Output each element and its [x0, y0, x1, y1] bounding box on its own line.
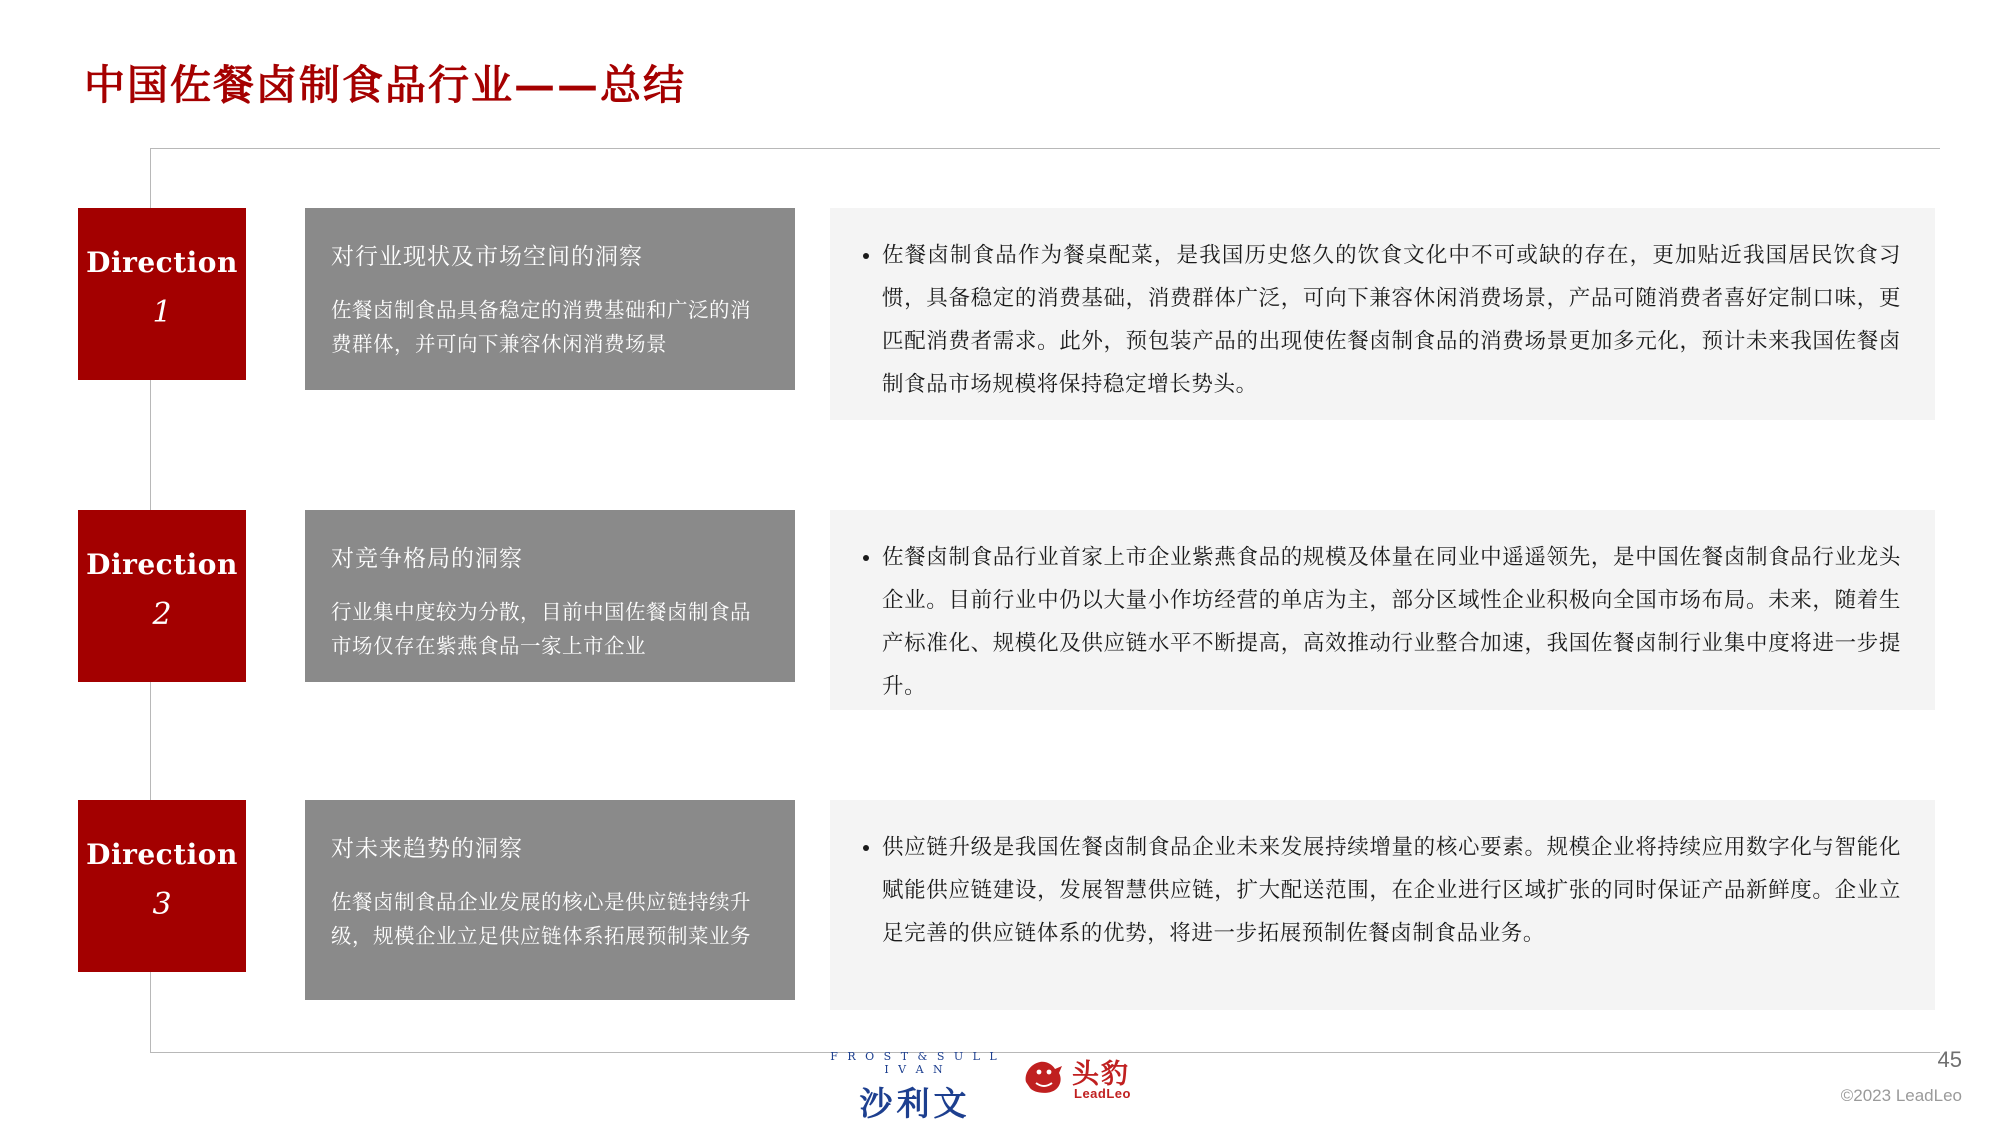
- direction-number: 2: [152, 597, 172, 632]
- insight-card-2: [305, 510, 795, 682]
- leadleo-cn-name: 头豹: [1072, 1059, 1130, 1090]
- detail-card-3: [830, 800, 1935, 1010]
- page-number: 45: [1937, 1047, 1962, 1072]
- insight-card-body: 佐餐卤制食品企业发展的核心是供应链持续升级，规模企业立足供应链体系拓展预制菜业务: [331, 890, 751, 948]
- frost-sullivan-logo: [830, 1050, 1000, 1125]
- leadleo-logo: [1022, 1052, 1162, 1110]
- frost-sullivan-cn-name: 沙利文: [859, 1084, 971, 1123]
- leadleo-en-name: LeadLeo: [1074, 1086, 1131, 1101]
- insight-card-3: [305, 800, 795, 1000]
- insight-card-title: 对行业现状及市场空间的洞察: [331, 244, 643, 270]
- direction-badge-2: [78, 510, 246, 682]
- detail-list: [858, 234, 1901, 406]
- direction-label: Direction: [86, 246, 238, 279]
- direction-number: 3: [152, 887, 172, 922]
- direction-badge-1: [78, 208, 246, 380]
- insight-card-body: 佐餐卤制食品具备稳定的消费基础和广泛的消费群体，并可向下兼容休闲消费场景: [331, 298, 751, 356]
- detail-card-2: [830, 510, 1935, 710]
- insight-card-1: [305, 208, 795, 390]
- detail-list: [858, 826, 1901, 955]
- copyright-text: ©2023 LeadLeo: [1840, 1086, 1962, 1105]
- list-item: • 佐餐卤制食品作为餐桌配菜，是我国历史悠久的饮食文化中不可或缺的存在，更加贴近我国居民饮食习惯，具备稳定的消费基础，消费群体广泛，可向下兼容休闲消费场景，产品可随消费者喜好定制口味，更匹配消费者需求。此外，预包装产品的出现使佐餐卤制食品的消费场景更加多元化，预计未来我国佐餐卤制食品市场规模将保持稳定增长势头。: [882, 234, 1901, 406]
- list-item: • 佐餐卤制食品行业首家上市企业紫燕食品的规模及体量在同业中遥遥领先，是中国佐餐卤制食品行业龙头企业。目前行业中仍以大量小作坊经营的单店为主，部分区域性企业积极向全国市场布局。未来，随着生产标准化、规模化及供应链水平不断提高，高效推动行业整合加速，我国佐餐卤制行业集中度将进一步提升。: [882, 536, 1901, 708]
- frost-sullivan-wordmark: F R O S T & S U L L I V A N: [830, 1050, 1000, 1076]
- list-item: • 供应链升级是我国佐餐卤制食品企业未来发展持续增量的核心要素。规模企业将持续应用数字化与智能化赋能供应链建设，发展智慧供应链，扩大配送范围，在企业进行区域扩张的同时保证产品新鲜度。企业立足完善的供应链体系的优势，将进一步拓展预制佐餐卤制食品业务。: [882, 826, 1901, 955]
- direction-label: Direction: [86, 838, 238, 871]
- insight-card-title: 对竞争格局的洞察: [331, 546, 523, 572]
- direction-number: 1: [152, 295, 172, 330]
- footer-logos: [0, 1050, 2000, 1123]
- direction-label: Direction: [86, 548, 238, 581]
- direction-badge-3: [78, 800, 246, 972]
- page-title: 中国佐餐卤制食品行业——总结: [84, 61, 686, 109]
- detail-card-1: [830, 208, 1935, 420]
- insight-card-title: 对未来趋势的洞察: [331, 836, 523, 862]
- insight-card-body: 行业集中度较为分散，目前中国佐餐卤制食品市场仅存在紫燕食品一家上市企业: [331, 600, 751, 658]
- detail-list: [858, 536, 1901, 708]
- leopard-icon: [1022, 1056, 1066, 1096]
